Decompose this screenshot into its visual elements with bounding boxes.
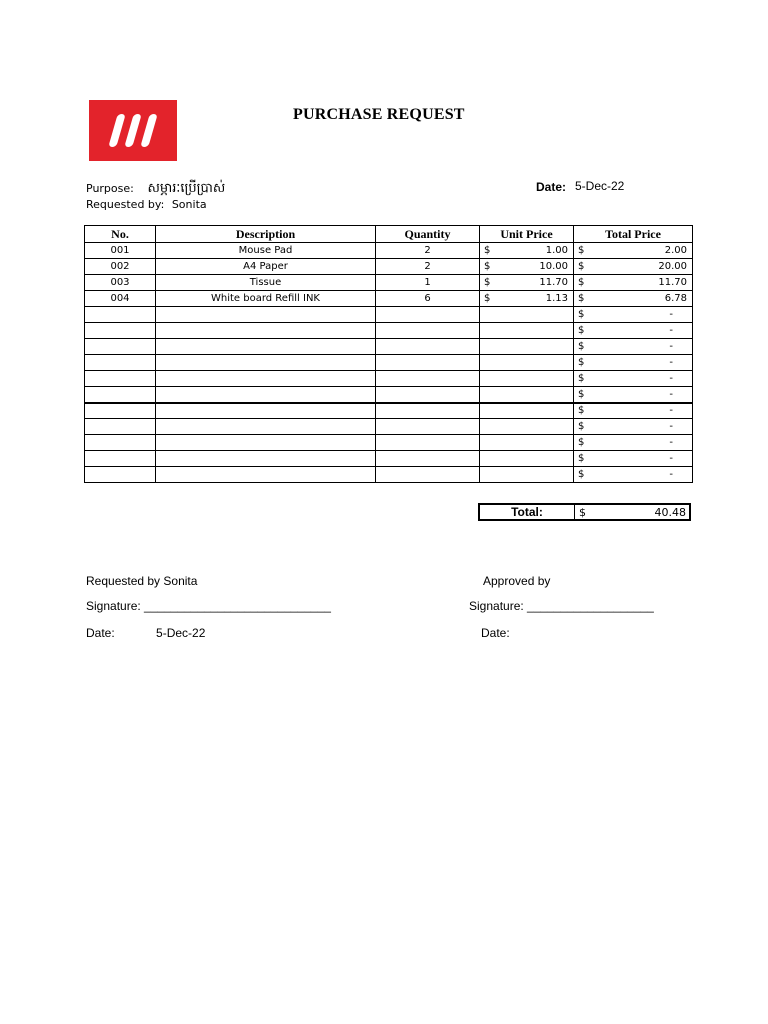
cell-total-price [574,419,693,435]
date-left [86,626,205,640]
total-price-value: 20.00 [658,261,687,272]
cell-description [156,323,376,339]
total-price-value: 2.00 [664,245,687,256]
cell-description [156,371,376,387]
cell-unit-price [480,355,574,371]
cell-unit-price [480,243,574,259]
signature-right-label: Signature: [469,599,524,613]
cell-no [85,339,156,355]
header-unit-price: Unit Price [480,226,574,243]
empty-total-dash: - [669,453,673,464]
date-label: Date: [536,180,567,194]
cell-no [85,467,156,483]
cell-description [156,435,376,451]
cell-description [156,355,376,371]
cell-quantity [376,419,480,435]
logo-stripe [108,114,125,147]
cell-unit-price [480,339,574,355]
cell-description [156,451,376,467]
approved-by-label: Approved by [483,574,551,588]
currency-symbol: $ [484,293,491,304]
cell-description: Mouse Pad [156,243,376,259]
cell-no [85,307,156,323]
page-title: PURCHASE REQUEST [293,106,465,123]
date-left-label: Date: [86,626,115,640]
table-row [85,259,693,275]
signature-left-label: Signature: [86,599,141,613]
cell-total-price [574,291,693,307]
empty-total-dash: - [669,388,673,400]
logo-stripe [124,114,141,147]
cell-total-price [574,451,693,467]
company-logo [89,100,177,161]
cell-no [85,323,156,339]
table-row [85,291,693,307]
table-header-row [85,226,693,243]
total-price-value: 11.70 [658,277,687,288]
table-row [85,339,693,355]
cell-quantity: 2 [376,243,480,259]
requested-by-footer [86,574,197,588]
grand-total [478,503,691,521]
cell-quantity [376,387,480,403]
currency-symbol: $ [579,506,586,519]
date-left-value: 5-Dec-22 [156,626,206,640]
table-row [85,467,693,483]
cell-total-price [574,387,693,403]
cell-quantity: 1 [376,275,480,291]
table-row [85,419,693,435]
currency-symbol: $ [578,325,585,336]
requested-by-value: Sonita [171,198,207,211]
total-value-cell [575,505,689,519]
cell-description [156,467,376,483]
cell-no [85,355,156,371]
unit-price-value: 11.70 [539,277,568,288]
date-value: 5-Dec-22 [575,179,625,193]
total-value: 40.48 [654,506,686,519]
cell-quantity [376,339,480,355]
cell-no [85,403,156,419]
cell-total-price [574,371,693,387]
cell-quantity: 2 [376,259,480,275]
cell-total-price [574,323,693,339]
currency-symbol: $ [578,373,585,384]
currency-symbol: $ [578,261,585,272]
cell-no: 003 [85,275,156,291]
table-row [85,275,693,291]
cell-no [85,387,156,403]
requested-by-line [86,198,207,211]
empty-total-dash: - [669,357,673,368]
currency-symbol: $ [578,469,585,480]
unit-price-value: 1.00 [545,245,568,256]
empty-total-dash: - [669,341,673,352]
empty-total-dash: - [669,421,673,432]
cell-description: Tissue [156,275,376,291]
cell-unit-price [480,451,574,467]
cell-no [85,371,156,387]
cell-unit-price [480,403,574,419]
currency-symbol: $ [578,453,585,464]
signature-left-line: ____________________________ [144,599,331,613]
table-row [85,403,693,419]
empty-total-dash: - [669,405,673,417]
unit-price-value: 10.00 [539,261,568,272]
cell-total-price [574,307,693,323]
header-quantity: Quantity [376,226,480,243]
cell-unit-price [480,387,574,403]
table-row [85,435,693,451]
cell-unit-price [480,291,574,307]
table-row [85,371,693,387]
cell-quantity [376,467,480,483]
cell-no: 002 [85,259,156,275]
cell-no: 001 [85,243,156,259]
unit-price-value: 1.13 [545,293,568,304]
signature-left [86,599,331,613]
cell-description [156,403,376,419]
cell-quantity [376,323,480,339]
cell-quantity: 6 [376,291,480,307]
header-description: Description [156,226,376,243]
empty-total-dash: - [669,437,673,448]
cell-unit-price [480,323,574,339]
currency-symbol: $ [578,341,585,352]
table-row [85,451,693,467]
header-total-price: Total Price [574,226,693,243]
cell-description [156,419,376,435]
currency-symbol: $ [578,437,585,448]
cell-unit-price [480,371,574,387]
currency-symbol: $ [484,277,491,288]
total-label: Total: [480,505,575,519]
cell-quantity [376,307,480,323]
currency-symbol: $ [578,357,585,368]
cell-total-price [574,339,693,355]
currency-symbol: $ [578,309,585,320]
currency-symbol: $ [578,421,585,432]
cell-total-price [574,275,693,291]
purpose-line [86,180,225,199]
empty-total-dash: - [669,373,673,384]
empty-total-dash: - [669,309,673,320]
currency-symbol: $ [578,388,585,400]
currency-symbol: $ [578,277,585,288]
purpose-value: សម្ភារៈប្រើប្រាស់ [147,181,226,196]
cell-quantity [376,371,480,387]
requested-by-footer-value: Sonita [163,574,198,588]
signature-right-line: ___________________ [527,599,654,613]
currency-symbol: $ [578,405,585,417]
header-no: No. [85,226,156,243]
currency-symbol: $ [484,261,491,272]
table-row [85,307,693,323]
requested-by-label: Requested by: [86,198,165,211]
currency-symbol: $ [578,293,585,304]
table-row [85,355,693,371]
cell-description: White board Refill INK [156,291,376,307]
table-row [85,243,693,259]
logo-stripe [140,114,157,147]
cell-total-price [574,243,693,259]
cell-description: A4 Paper [156,259,376,275]
empty-total-dash: - [669,469,673,480]
cell-quantity [376,435,480,451]
table-row [85,387,693,403]
items-table [84,225,693,483]
cell-quantity [376,403,480,419]
cell-description [156,307,376,323]
cell-no: 004 [85,291,156,307]
cell-description [156,339,376,355]
cell-total-price [574,259,693,275]
table-row [85,323,693,339]
currency-symbol: $ [578,245,585,256]
total-price-value: 6.78 [664,293,687,304]
cell-no [85,435,156,451]
cell-unit-price [480,435,574,451]
cell-unit-price [480,307,574,323]
purpose-label: Purpose: [86,182,134,195]
cell-total-price [574,467,693,483]
cell-unit-price [480,259,574,275]
cell-total-price [574,435,693,451]
date-right-label: Date: [481,626,510,640]
cell-no [85,451,156,467]
empty-total-dash: - [669,325,673,336]
cell-quantity [376,355,480,371]
cell-unit-price [480,419,574,435]
cell-unit-price [480,275,574,291]
cell-no [85,419,156,435]
cell-quantity [376,451,480,467]
cell-total-price [574,355,693,371]
currency-symbol: $ [484,245,491,256]
cell-total-price [574,403,693,419]
signature-right [469,599,654,613]
requested-by-footer-label: Requested by [86,574,161,588]
cell-unit-price [480,467,574,483]
cell-description [156,387,376,403]
